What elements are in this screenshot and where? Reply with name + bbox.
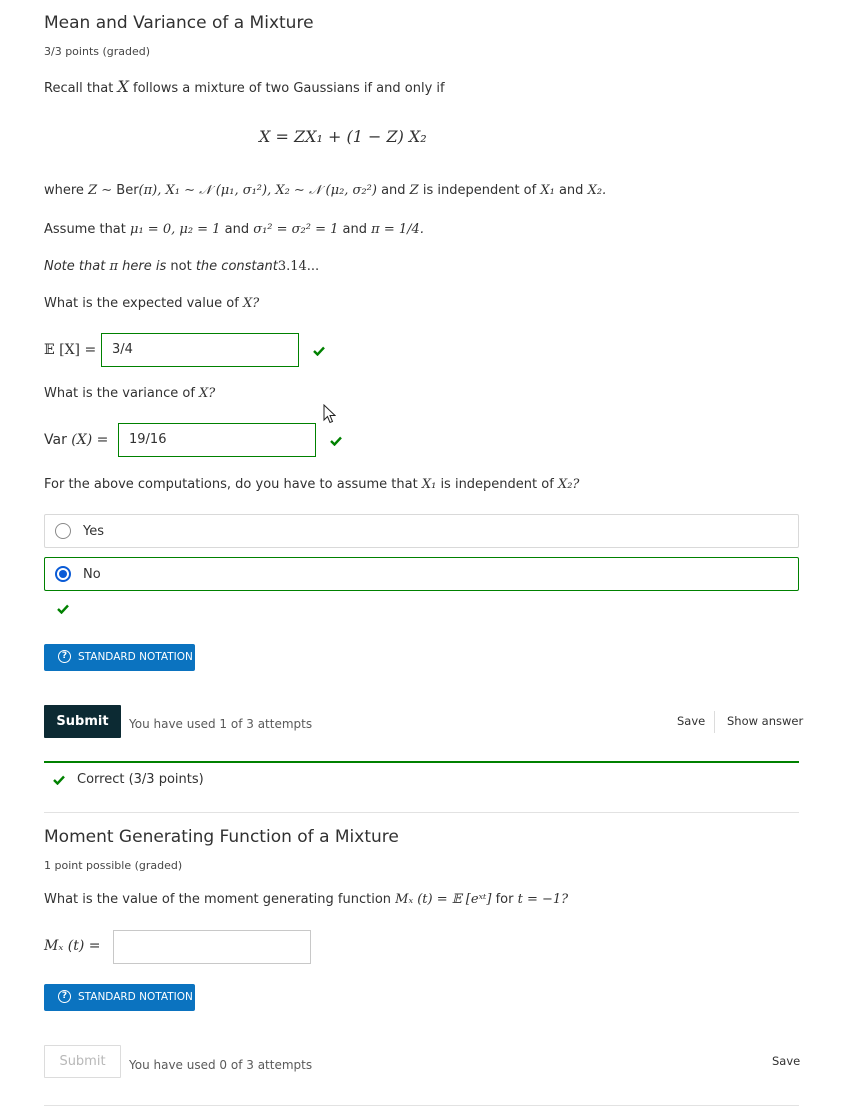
problem-title: Mean and Variance of a Mixture — [44, 13, 314, 33]
mouse-cursor-icon — [323, 404, 336, 424]
show-answer-button[interactable]: Show answer — [727, 714, 804, 728]
attempts-text: You have used 0 of 3 attempts — [129, 1058, 313, 1072]
mgf-label: Mₓ (t) = — [44, 938, 101, 954]
radio-yes[interactable] — [55, 523, 71, 539]
mgf-input[interactable] — [113, 930, 311, 964]
correct-check-icon — [330, 436, 342, 446]
save-button[interactable]: Save — [772, 1054, 801, 1068]
question-mean: What is the expected value of X? — [44, 296, 260, 311]
variance-input[interactable]: 19/16 — [118, 423, 316, 457]
variance-label: Var (X) = — [44, 432, 109, 448]
section-divider — [44, 812, 799, 813]
submit-button[interactable]: Submit — [44, 1045, 121, 1078]
problem-points: 1 point possible (graded) — [44, 859, 183, 872]
option-yes[interactable] — [44, 514, 799, 548]
standard-notation-button[interactable]: ? STANDARD NOTATION — [44, 644, 195, 671]
correct-check-icon — [53, 775, 65, 785]
note-text: Note that π here is not the constant3.14... — [44, 259, 320, 274]
question-independence: For the above computations, do you have to assume that X₁ is independent of X₂? — [44, 477, 580, 492]
submit-button[interactable]: Submit — [44, 705, 121, 738]
assume-text: Assume that μ₁ = 0, μ₂ = 1 and σ₁² = σ₂² = 1 and π = 1/4. — [44, 222, 424, 237]
section-divider — [44, 1105, 799, 1106]
radio-no[interactable] — [55, 566, 71, 582]
option-label: Yes — [83, 524, 104, 539]
correct-message: Correct (3/3 points) — [77, 772, 204, 787]
where-text: where Z ∼ Ber(π), X₁ ∼ 𝒩 (μ₁, σ₁²), X₂ ∼ 𝒩 (μ₂, σ₂²) and Z is independent of X₁ and X₂. — [44, 183, 607, 198]
problem-points: 3/3 points (graded) — [44, 45, 151, 58]
save-button[interactable]: Save — [677, 714, 706, 728]
mixture-equation: X = ZX₁ + (1 − Z) X₂ — [259, 127, 427, 146]
correct-check-icon — [313, 346, 325, 356]
mean-label: 𝔼 [X] = — [44, 342, 97, 358]
option-no[interactable] — [44, 557, 799, 591]
help-icon: ? — [58, 650, 71, 663]
option-label: No — [83, 567, 101, 582]
help-icon: ? — [58, 990, 71, 1003]
divider — [714, 711, 715, 733]
standard-notation-button[interactable]: ? STANDARD NOTATION — [44, 984, 195, 1011]
question-variance: What is the variance of X? — [44, 386, 216, 401]
attempts-text: You have used 1 of 3 attempts — [129, 717, 313, 731]
problem-title: Moment Generating Function of a Mixture — [44, 827, 399, 847]
mean-input[interactable]: 3/4 — [101, 333, 299, 367]
question-mgf: What is the value of the moment generating function Mₓ (t) = 𝔼 [eˣᵗ] for t = −1? — [44, 892, 569, 907]
correct-bar — [44, 761, 799, 763]
correct-check-icon — [57, 604, 69, 614]
intro-text: Recall that X follows a mixture of two Gaussians if and only if — [44, 77, 445, 96]
